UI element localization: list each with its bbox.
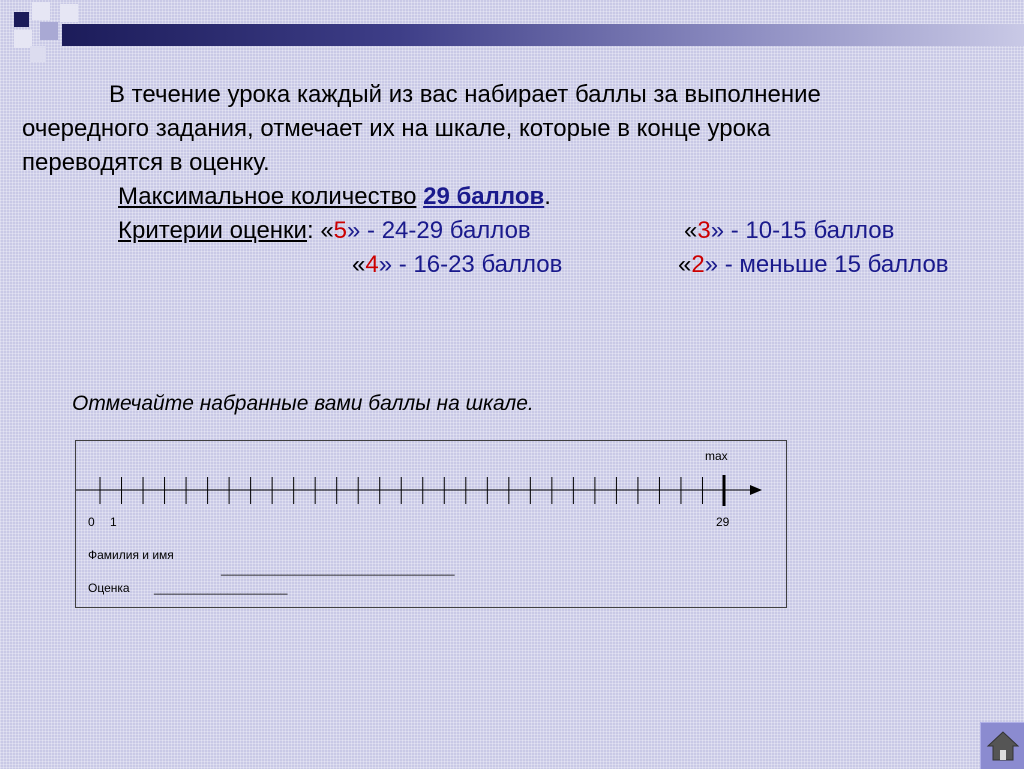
criteria-grade-4	[352, 248, 562, 282]
max-points	[118, 180, 551, 214]
max-points-line	[22, 180, 1012, 214]
main-text	[22, 78, 1012, 282]
max-points-value: 29 баллов	[423, 183, 545, 210]
grade-field-line[interactable]: ____________________	[154, 581, 288, 595]
instruction-text: Отмечайте набранные вами баллы на шкале.	[72, 392, 534, 415]
grade-3-range: » - 10-15 баллов	[710, 217, 895, 244]
criteria-label: Критерии оценки	[118, 217, 307, 244]
home-button[interactable]	[980, 722, 1024, 769]
grade-label: Оценка	[88, 581, 130, 595]
grade-5: 5	[333, 217, 348, 244]
zero-label: 0	[88, 515, 95, 529]
header-gradient-bar	[62, 24, 1024, 46]
quote-open: «	[678, 251, 692, 278]
number-line-arrow	[750, 485, 762, 495]
name-field-line[interactable]: ___________________________________	[221, 562, 455, 576]
decor-square-dark	[14, 12, 29, 27]
grade-2: 2	[691, 251, 705, 278]
paragraph-line-2: очередного задания, отмечает их на шкале, которые в конце урока	[22, 115, 771, 142]
criteria-grade-3	[684, 214, 894, 248]
grade-5-range: » - 24-29 баллов	[347, 217, 531, 244]
quote-open: «	[320, 217, 334, 244]
criteria-grade-5	[118, 214, 531, 248]
criteria-line-1	[22, 214, 1012, 248]
max-points-label: Максимальное количество	[118, 183, 417, 210]
grade-4: 4	[365, 251, 379, 278]
paragraph-line-3: переводятся в оценку.	[22, 149, 270, 176]
paragraph-line-1	[22, 78, 1012, 112]
name-label: Фамилия и имя	[88, 548, 174, 562]
decor-square-mid	[40, 22, 58, 40]
decor-square-light	[30, 46, 46, 62]
grade-2-range: » - меньше 15 баллов	[704, 251, 949, 278]
quote-open: «	[684, 217, 698, 244]
grade-4-range: » - 16-23 баллов	[378, 251, 563, 278]
decor-square-light	[32, 2, 50, 20]
end-label: 29	[716, 515, 730, 529]
criteria-grade-2	[678, 248, 949, 282]
score-scale-panel	[75, 440, 787, 608]
max-points-period: .	[544, 183, 551, 210]
quote-open: «	[352, 251, 366, 278]
one-label: 1	[110, 515, 117, 529]
criteria-colon: :	[306, 217, 314, 244]
grade-3: 3	[697, 217, 711, 244]
max-label: max	[705, 449, 728, 463]
decor-square-light	[60, 4, 78, 22]
criteria-line-2	[22, 248, 1012, 282]
paragraph-text-1: В течение урока каждый из вас набирает баллы за выполнение	[109, 81, 821, 108]
home-icon	[986, 730, 1020, 762]
